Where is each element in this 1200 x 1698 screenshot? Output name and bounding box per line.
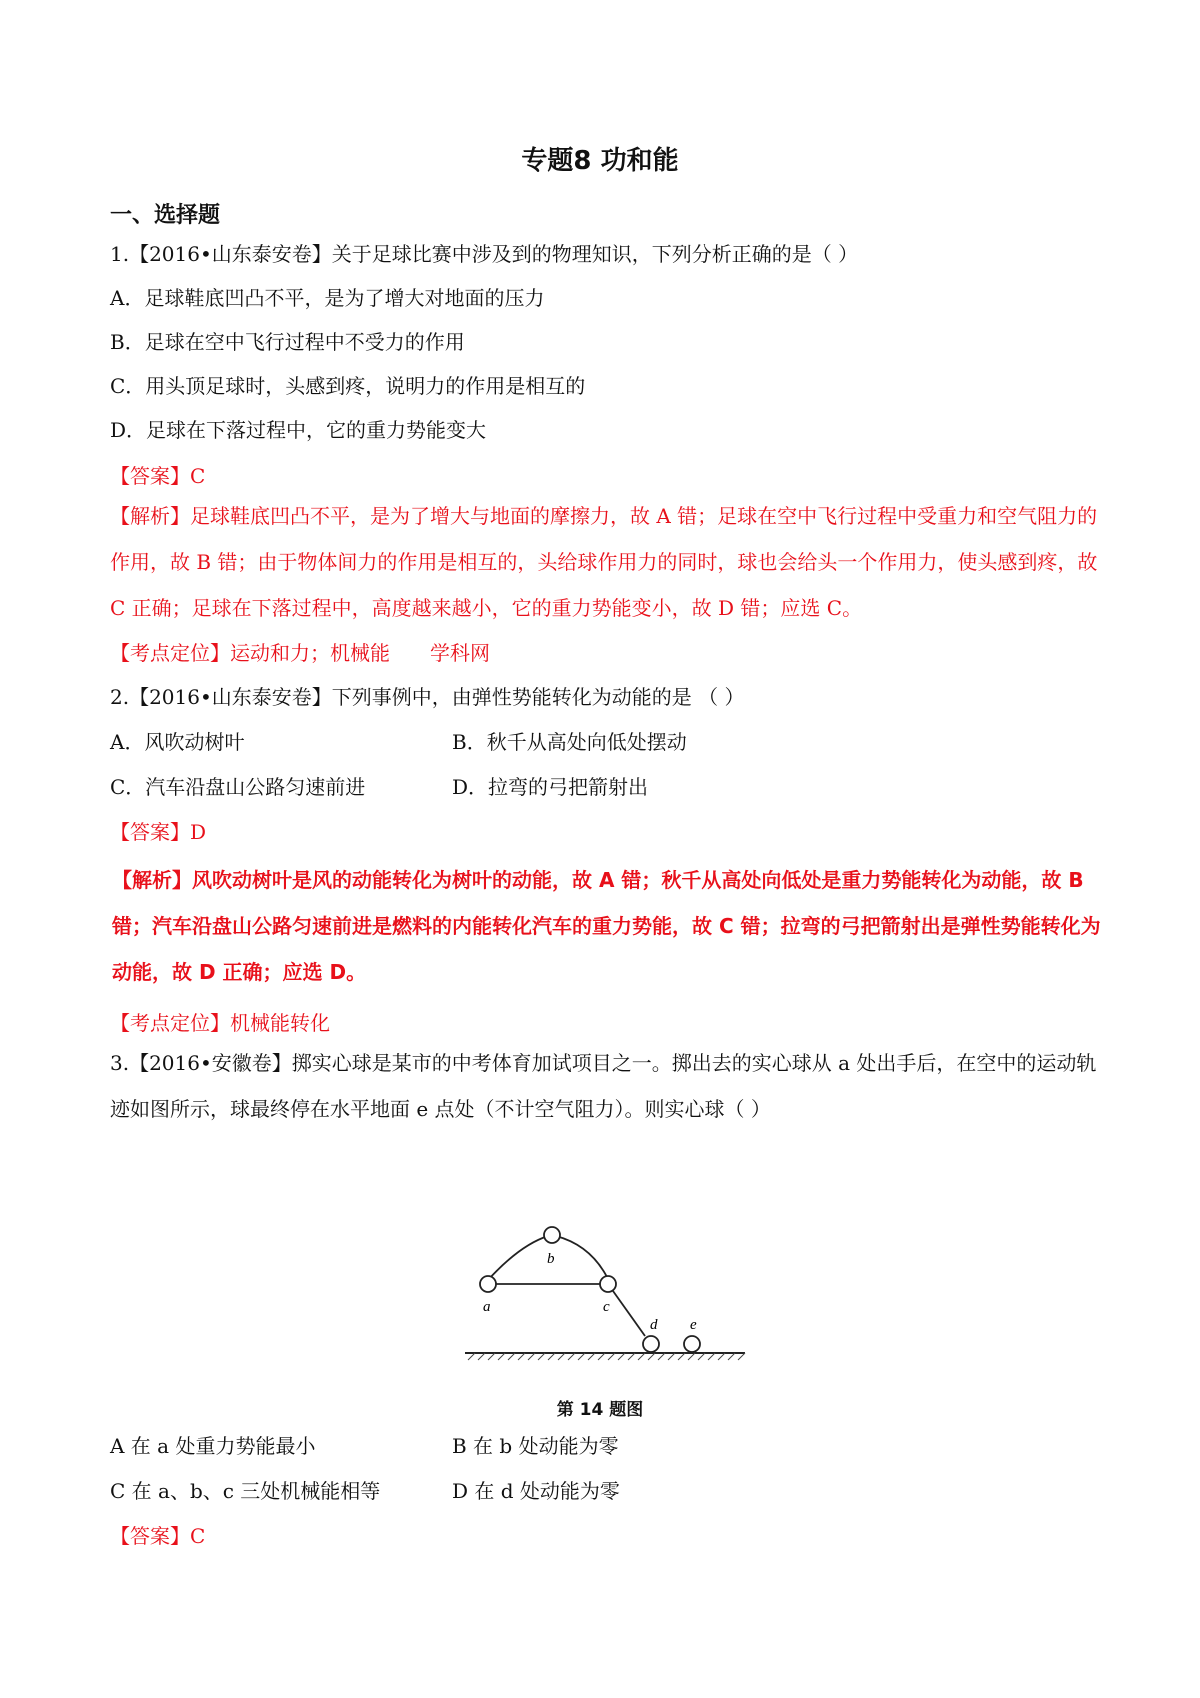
label-e: e	[690, 1317, 697, 1333]
q1-analysis-text: 足球鞋底凹凸不平，是为了增大与地面的摩擦力，故 A 错；足球在空中飞行过程中受重力和空气阻力的作用，故 B 错；由于物体间力的作用是相互的，头给球作用力的同时，球也会给头一个作用力，使头感到疼，故 C 正确；足球在下落过程中，高度越来越小，它的重力势能变小，故 D 错；应选 C。	[110, 504, 1098, 620]
projectile-figure	[460, 1225, 750, 1370]
q3-option-b: B 在 b 处动能为零	[452, 1434, 619, 1458]
q2-option-c: C．汽车沿盘山公路匀速前进	[110, 775, 366, 799]
q1-point-text: 运动和力；机械能	[230, 641, 390, 665]
q2-option-b: B．秋千从高处向低处摆动	[452, 730, 687, 754]
ball-c	[600, 1276, 616, 1292]
q1-point-label: 【考点定位】	[110, 641, 230, 665]
q2-point-label: 【考点定位】	[110, 1011, 230, 1035]
q2-answer-label: 【答案】	[110, 820, 190, 844]
q1-stem: 1.【2016•山东泰安卷】关于足球比赛中涉及到的物理知识，下列分析正确的是（ ）	[110, 242, 859, 266]
q1-answer-label: 【答案】	[110, 464, 190, 488]
q3-answer-value: C	[190, 1524, 206, 1548]
trajectory-rise	[488, 1236, 548, 1280]
q1-answer	[110, 460, 205, 489]
q1-option-d: D．足球在下落过程中，它的重力势能变大	[110, 418, 487, 442]
ball-e	[684, 1336, 700, 1352]
watermark-text: 学科网	[430, 641, 490, 665]
q3-option-a: A 在 a 处重力势能最小	[110, 1434, 316, 1458]
trajectory-descent	[613, 1291, 645, 1336]
ball-d	[643, 1336, 659, 1352]
label-c: c	[603, 1299, 610, 1315]
q2-option-d: D．拉弯的弓把箭射出	[452, 775, 649, 799]
q3-option-c: C 在 a、b、c 三处机械能相等	[110, 1479, 381, 1503]
label-d: d	[650, 1317, 658, 1333]
trajectory-fall	[556, 1236, 607, 1277]
page-title: 专题8 功和能	[521, 146, 679, 176]
q3-answer-label: 【答案】	[110, 1524, 190, 1548]
q2-point-text: 机械能转化	[230, 1011, 330, 1035]
label-a: a	[483, 1299, 491, 1315]
q1-analysis	[110, 493, 1100, 631]
q2-answer-value: D	[190, 820, 207, 844]
ball-b	[544, 1227, 560, 1243]
q2-analysis-label: 【解析】	[112, 868, 192, 892]
q2-analysis-text: 风吹动树叶是风的动能转化为树叶的动能，故 A 错；秋千从高处向低处是重力势能转化为动能，故 B 错；汽车沿盘山公路匀速前进是燃料的内能转化汽车的重力势能，故 C 错；拉弯的弓把箭射出是弹性势能转化为动能，故 D 正确；应选 D。	[112, 868, 1101, 984]
q3-answer	[110, 1520, 205, 1549]
ground-hatch	[468, 1353, 745, 1360]
q1-option-a: A．足球鞋底凹凸不平，是为了增大对地面的压力	[110, 286, 545, 310]
q3-option-d: D 在 d 处动能为零	[452, 1479, 620, 1503]
label-b: b	[547, 1251, 555, 1267]
q1-option-b: B．足球在空中飞行过程中不受力的作用	[110, 330, 465, 354]
q1-answer-value: C	[190, 464, 206, 488]
q2-analysis	[112, 857, 1102, 995]
ball-a	[480, 1276, 496, 1292]
q3-stem: 3.【2016•安徽卷】掷实心球是某市的中考体育加试项目之一。掷出去的实心球从 a 处出手后，在空中的运动轨迹如图所示，球最终停在水平地面 e 点处（不计空气阻力）。则实心球（ ）	[110, 1051, 1097, 1121]
section-heading: 一、选择题	[110, 203, 221, 228]
q2-option-a: A．风吹动树叶	[110, 730, 245, 754]
q2-point	[110, 1007, 330, 1036]
q1-point	[110, 637, 490, 666]
q1-analysis-label: 【解析】	[110, 504, 190, 528]
figure-caption: 第 14 题图	[556, 1400, 644, 1420]
q1-option-c: C．用头顶足球时，头感到疼，说明力的作用是相互的	[110, 374, 586, 398]
q2-answer	[110, 816, 206, 845]
q2-stem: 2.【2016•山东泰安卷】下列事例中，由弹性势能转化为动能的是 （ ）	[110, 685, 745, 709]
